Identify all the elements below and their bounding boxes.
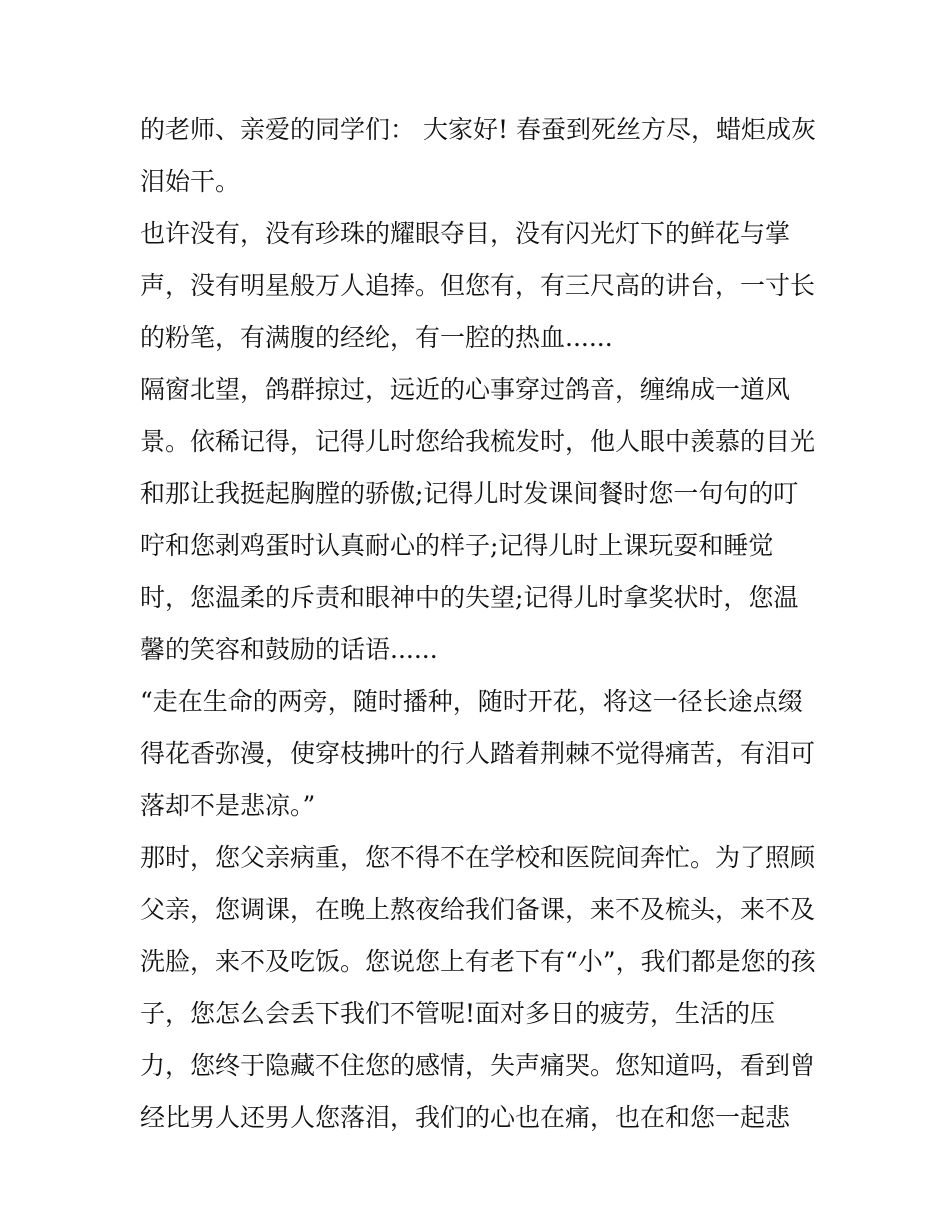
document-body	[140, 104, 820, 1144]
text-line: “走在生命的两旁，随时播种，随时开花，将这一径长途点缀	[140, 687, 803, 716]
text-line: 经比男人还男人您落泪，我们的心也在痛，也在和您一起悲	[140, 1103, 791, 1132]
text-line: 得花香弥漫，使穿枝拂叶的行人踏着荆棘不觉得痛苦，有泪可	[140, 739, 816, 768]
text-line: 咛和您剥鸡蛋时认真耐心的样子;记得儿时上课玩耍和睡觉	[140, 531, 774, 560]
text-line: 也许没有，没有珍珠的耀眼夺目，没有闪光灯下的鲜花与掌	[140, 219, 791, 248]
text-line: 洗脸，来不及吃饭。您说您上有老下有“小”，我们都是您的孩	[140, 947, 816, 976]
text-line: 的老师、亲爱的同学们： 大家好! 春蚕到死丝方尽，蜡炬成灰	[140, 115, 816, 144]
text-line: 那时，您父亲病重，您不得不在学校和医院间奔忙。为了照顾	[140, 843, 816, 872]
text-line: 声，没有明星般万人追捧。但您有，有三尺高的讲台，一寸长	[140, 271, 816, 300]
text-line: 父亲，您调课，在晚上熬夜给我们备课，来不及梳头，来不及	[140, 895, 816, 924]
text-line: 景。依稀记得，记得儿时您给我梳发时，他人眼中羡慕的目光	[140, 427, 816, 456]
text-line: 落却不是悲凉。”	[140, 791, 316, 820]
text-line: 和那让我挺起胸膛的骄傲;记得儿时发课间餐时您一句句的叮	[140, 479, 799, 508]
text-line: 的粉笔，有满腹的经纶，有一腔的热血......	[140, 323, 613, 352]
text-line: 隔窗北望，鸽群掠过，远近的心事穿过鸽音，缠绵成一道风	[140, 375, 791, 404]
text-line: 子，您怎么会丢下我们不管呢!面对多日的疲劳，生活的压	[140, 999, 776, 1028]
text-line: 力，您终于隐藏不住您的感情，失声痛哭。您知道吗，看到曾	[140, 1051, 816, 1080]
text-line: 泪始干。	[140, 167, 241, 196]
text-line: 时，您温柔的斥责和眼神中的失望;记得儿时拿奖状时，您温	[140, 583, 799, 612]
text-line: 馨的笑容和鼓励的话语......	[140, 635, 438, 664]
